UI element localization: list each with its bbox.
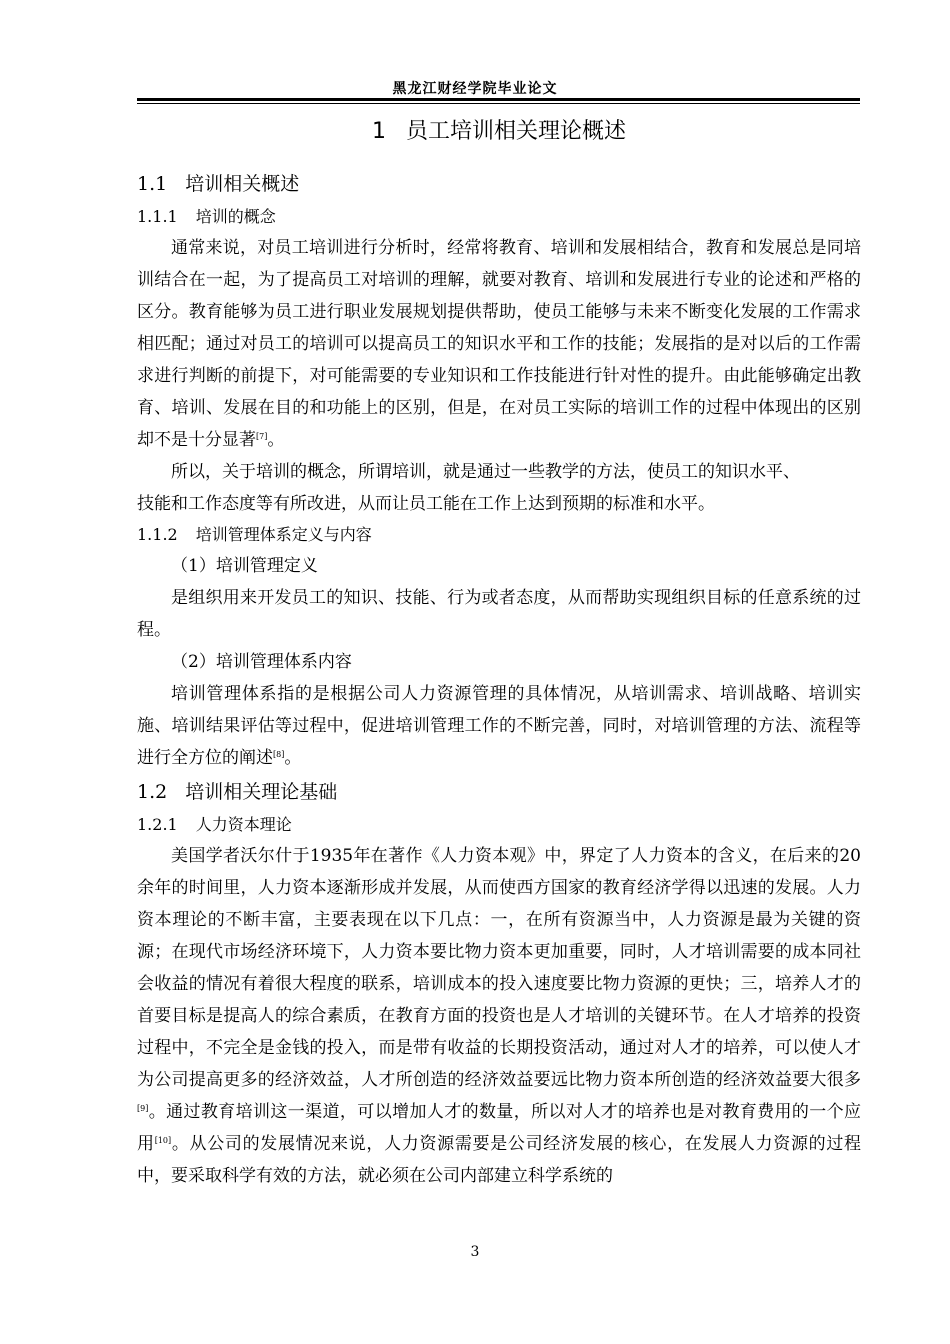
subsection-title: 人力资本理论 bbox=[195, 815, 292, 834]
paragraph-management-system bbox=[137, 678, 861, 774]
paragraph-training-definition-line1: 所以，关于培训的概念，所谓培训，就是通过一些教学的方法，使员工的知识水平、 bbox=[171, 462, 800, 482]
chapter-heading bbox=[137, 112, 861, 152]
subsection-heading-1-1-1 bbox=[137, 202, 861, 232]
citation-ref: [10] bbox=[154, 1136, 172, 1145]
subsection-number: 1.1.1 bbox=[137, 207, 178, 226]
citation-ref: [8] bbox=[273, 750, 285, 759]
citation-ref: [9] bbox=[137, 1104, 149, 1113]
paragraph-human-capital bbox=[137, 840, 861, 1192]
paragraph-text: 通常来说，对员工培训进行分析时，经常将教育、培训和发展相结合，教育和发展总是同培训结合在一起，为了提高员工对培训的理解，就要对教育、培训和发展进行专业的论述和严格的区分。教育能够为员工进行职业发展规划提供帮助，使员工能够与未来不断变化发展的工作需求相匹配；通过对员工的培训可以提高员工的知识水平和工作的技能；发展指的是对以后的工作需求进行判断的前提下，对可能需要的专业知识和工作技能进行针对性的提升。由此能够确定出教育、培训、发展在目的和功能上的区别，但是，在对员工实际的培训工作的过程中体现出的区别却不是十分显著 bbox=[137, 238, 861, 450]
subsection-number: 1.2.1 bbox=[137, 815, 178, 834]
paragraph-management-definition: 是组织用来开发员工的知识、技能、行为或者态度，从而帮助实现组织目标的任意系统的过程。 bbox=[137, 588, 861, 640]
section-heading-1-2 bbox=[137, 774, 861, 810]
section-number: 1.2 bbox=[137, 781, 168, 803]
chapter-title: 员工培训相关理论概述 bbox=[405, 119, 626, 144]
paragraph-text: 培训管理体系指的是根据公司人力资源管理的具体情况，从培训需求、培训战略、培训实施、培训结果评估等过程中，促进培训管理工作的不断完善，同时，对培训管理的方法、流程等进行全方位的阐述 bbox=[137, 684, 861, 768]
subsection-heading-1-1-2 bbox=[137, 520, 861, 550]
section-heading-1-1 bbox=[137, 166, 861, 202]
paragraph-text: 美国学者沃尔什于1935年在著作《人力资本观》中，界定了人力资本的含义，在后来的20余年的时间里，人力资本逐渐形成并发展，从而使西方国家的教育经济学得以迅速的发展。人力资本理论的不断丰富，主要表现在以下几点：一，在所有资源当中，人力资源是最为关键的资源；在现代市场经济环境下，人力资本要比物力资本更加重要，同时，人才培训需要的成本同社会收益的情况有着很大程度的联系，培训成本的投入速度要比物力资源的更快；三，培养人才的首要目标是提高人的综合素质，在教育方面的投资也是人才培训的关键环节。在人才培养的投资过程中，不完全是金钱的投入，而是带有收益的长期投资活动，通过对人才的培养，可以使人才为公司提高更多的经济效益，人才所创造的经济效益要远比物力资本所创造的经济效益要大很多 bbox=[137, 846, 861, 1090]
header-rule-thick bbox=[137, 98, 860, 101]
paragraph-text: 。从公司的发展情况来说，人力资源需要是公司经济发展的核心，在发展人力资源的过程中，要采取科学有效的方法，就必须在公司内部建立科学系统的 bbox=[137, 1134, 862, 1186]
page-number: 3 bbox=[470, 1244, 480, 1260]
paragraph-end: 。 bbox=[284, 748, 302, 768]
citation-ref: [7] bbox=[256, 432, 268, 441]
subsection-title: 培训的概念 bbox=[195, 207, 276, 226]
paragraph-end: 。 bbox=[267, 430, 285, 450]
section-number: 1.1 bbox=[137, 173, 168, 195]
list-item-label: （1）培训管理定义 bbox=[171, 556, 318, 576]
paragraph-text: 。通过教育培训这一渠道，可以增加人才的数量，所以对人才的培养也是对教育费用的一个应用 bbox=[137, 1102, 861, 1154]
section-title: 培训相关概述 bbox=[185, 173, 300, 195]
section-title: 培训相关理论基础 bbox=[185, 781, 338, 803]
chapter-number: 1 bbox=[371, 119, 386, 144]
paragraph-training-concept bbox=[137, 232, 861, 456]
subsection-number: 1.1.2 bbox=[137, 525, 178, 544]
paragraph-training-definition-line2: 技能和工作态度等有所改进，从而让员工能在工作上达到预期的标准和水平。 bbox=[137, 494, 715, 514]
header-rule-thin bbox=[137, 103, 860, 104]
subsection-title: 培训管理体系定义与内容 bbox=[195, 525, 372, 544]
subsection-heading-1-2-1 bbox=[137, 810, 861, 840]
document-header-title: 黑龙江财经学院毕业论文 bbox=[392, 81, 558, 97]
page-body bbox=[137, 112, 861, 1192]
list-item-label: （2）培训管理体系内容 bbox=[171, 652, 352, 672]
